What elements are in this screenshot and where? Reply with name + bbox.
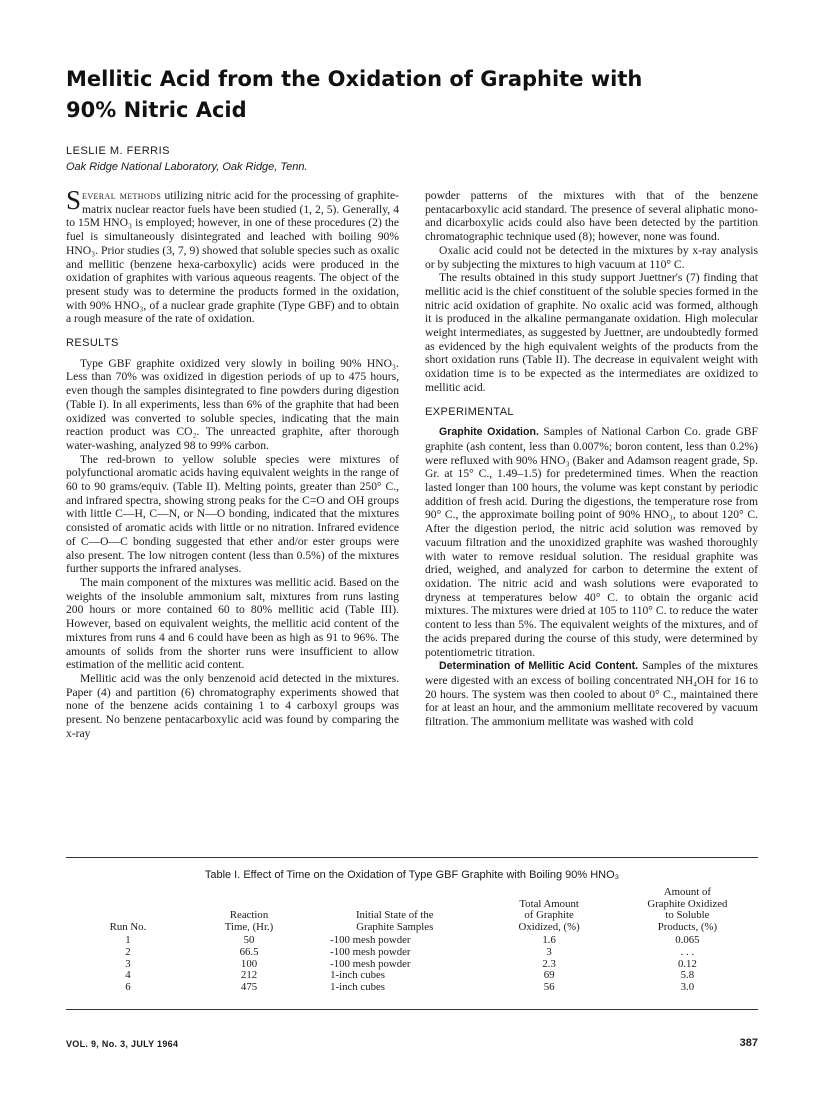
column-header: Run No. <box>109 920 147 933</box>
table-cell: 5.8 <box>680 969 695 982</box>
table-cell: 1 <box>125 934 131 947</box>
graphite-oxidation-text: Samples of National Carbon Co. grade GBF graphite (ash content, less than 0.007%; boron content, less than 0.2%) were refluxed with 90% HNO₃ (Baker and Adamson reagent grade, Sp. Gr. at 15° C., 1.49–1.5) for predetermined times. When the reaction lasted longer than 100 hours, the volume was kept constant by periodic addition of fresh acid. During the digestions, the temperature rose from 90° C., the approximate boiling point of 90% HNO₃, to about 120° C. After the digestion period, the nitric acid solution was removed by vacuum filtration and the unoxidized graphite was washed thoroughly with water to remove residual solution. The residual graphite was dried, weighed, and analyzed for carbon to determine the extent of oxidation. The nitric acid and wash solutions were evaporated to dryness at temperatures below 40° C. to obtain the organic acid mixtures. The mixtures were dried at 105 to 110° C. to reduce the water content to less than 5%. The equivalent weights of the mixtures, and of the acids prepared during the course of this study, were determined by potentiometric titration. <box>425 425 758 659</box>
intro-paragraph <box>66 185 399 326</box>
right-column <box>425 189 758 729</box>
table-cell: 69 <box>543 969 555 982</box>
table-cell: 4 <box>125 969 131 982</box>
table-cell: 0.065 <box>675 934 700 947</box>
table-cell: 3.0 <box>680 980 695 993</box>
graphite-oxidation-runin-head: Graphite Oxidation. <box>439 426 539 439</box>
table-cell: 1-inch cubes <box>330 980 385 993</box>
column-header: Amount of Graphite Oxidized to Soluble Products, (%) <box>647 886 728 933</box>
table-bottom-rule <box>66 1009 758 1010</box>
table-cell: -100 mesh powder <box>330 945 411 958</box>
table-cell: -100 mesh powder <box>330 934 411 947</box>
table-cell: 475 <box>240 980 258 993</box>
continued-paragraph: powder patterns of the mixtures with that of the benzene pentacarboxylic acid standard. The presence of several aliphatic mono- and dicarboxylic acids could also have been detected by the partition chromatographic technique used (8); however, none was found. <box>425 189 758 244</box>
column-header: Initial State of the Graphite Samples <box>355 909 434 933</box>
table-cell: -100 mesh powder <box>330 957 411 970</box>
table-cell: 3 <box>546 945 552 958</box>
experimental-heading: EXPERIMENTAL <box>425 405 514 418</box>
table-cell: 2.3 <box>542 957 556 970</box>
intro-lead-caps: everal methods <box>82 189 162 202</box>
page-number: 387 <box>739 1037 758 1049</box>
table-row <box>66 935 758 947</box>
author-name: LESLIE M. FERRIS <box>66 145 170 157</box>
intro-text: utilizing nitric acid for the processing of graphite-matrix nuclear reactor fuels have been studied (1, 2, 5). Generally, 4 to 15M HNO₃ is employed; however, in one of these procedures (2) the fuel is simultaneously disintegrated and leached with boiling 90% HNO₃. Prior studies (3, 7, 9) showed that soluble species such as oxalic and mellitic (benzene hexa-carboxylic) acids were produced in the oxidation of graphites with various aqueous reagents. The object of the present study was to determine the products formed in the oxidation, with 90% HNO₃, of a nuclear grade graphite (Type GBF) and to obtain a rough measure of the rate of oxidation. <box>66 189 399 326</box>
mellitic-acid-paragraph <box>425 659 758 729</box>
results-paragraph: Type GBF graphite oxidized very slowly in boiling 90% HNO₃. Less than 70% was oxidized in digestion periods of up to 475 hours, even though the samples disintegrated to fine powders during digestion (Table I). In all experiments, less than 6% of the graphite that had been oxidized was converted to soluble species, indicating that the main reaction product was CO₂. The unreacted graphite, after thorough water-washing, analyzed 98 to 99% carbon. <box>66 356 399 452</box>
table-caption: Table I. Effect of Time on the Oxidation of Type GBF Graphite with Boiling 90% HNO₃ <box>204 869 620 881</box>
table-row <box>66 959 758 971</box>
results-paragraph: The red-brown to yellow soluble species were mixtures of polyfunctional aromatic acids having equivalent weights in the range of 60 to 90 grams/equiv. (Table II). Melting points, greater than 250° C., and infrared spectra, showing strong peaks for the C=O and OH groups with little C—H, C—N, or N—O bonding, indicated that the mixtures consisted of aromatic acids with little or no nitration. Infrared evidence of C—O—C bonding suggested that ether and/or ester groups were also present. The low nitrogen content (less than 0.5%) of the mixtures further supports the infrared analyses. <box>66 452 399 576</box>
left-column <box>66 185 399 740</box>
article-title: Mellitic Acid from the Oxidation of Graphite with 90% Nitric Acid <box>66 67 643 122</box>
author-affiliation: Oak Ridge National Laboratory, Oak Ridge, Tenn. <box>66 161 308 173</box>
table-cell: . . . <box>680 945 695 958</box>
drop-cap: S <box>66 185 82 215</box>
table-cell: 3 <box>125 957 131 970</box>
table-cell: 100 <box>240 957 258 970</box>
graphite-oxidation-paragraph <box>425 425 758 659</box>
column-header: Reaction Time, (Hr.) <box>224 909 274 933</box>
table-header-row <box>66 887 758 935</box>
table-row <box>66 947 758 959</box>
table-cell: 2 <box>125 945 131 958</box>
table-cell: 1-inch cubes <box>330 969 385 982</box>
results-heading: RESULTS <box>66 337 119 350</box>
table-cell: 66.5 <box>239 945 259 958</box>
table-row <box>66 982 758 994</box>
results-paragraph: The main component of the mixtures was mellitic acid. Based on the weights of the insoluble ammonium salt, mixtures from runs lasting 200 hours or more contained 60 to 80% mellitic acid (Table III). However, based on equivalent weights, the mellitic acid content of the mixtures from runs 4 and 6 could have been as high as 91 to 96%. The amounts of solids from the shorter runs were insufficient to allow estimation of the mellitic acid content. <box>66 575 399 672</box>
column-header: Total Amount of Graphite Oxidized, (%) <box>518 897 580 933</box>
table-row <box>66 970 758 982</box>
table-cell: 212 <box>240 969 258 982</box>
mellitic-acid-text: Samples of the mixtures were digested with an excess of boiling concentrated NH₄OH for 16 to 20 hours. The system was then cooled to about 0° C., maintained there for at least an hour, and the ammonium mellitate recovered by vacuum filtration. The ammonium mellitate was washed with cold <box>425 659 758 729</box>
discussion-paragraph: Oxalic acid could not be detected in the mixtures by x-ray analysis or by subjecting the mixtures to high vacuum at 110° C. <box>425 243 758 271</box>
table-cell: 56 <box>543 980 555 993</box>
table-cell: 0.12 <box>677 957 697 970</box>
discussion-paragraph: The results obtained in this study support Juettner's (7) finding that mellitic acid is the chief constituent of the soluble species formed in the nitric acid oxidation of graphite. No oxalic acid was formed, although it is produced in the alkaline permanganate oxidation. High molecular weight intermediates, as suggested by Juettner, are undoubtedly formed as evidenced by the high equivalent weights of the products from the short oxidation runs (Table II). The decrease in equivalent weight with oxidation time is to be expected as the intermediates are oxidized to mellitic acid. <box>425 271 758 394</box>
table-cell: 1.6 <box>542 934 556 947</box>
table-top-rule <box>66 857 758 858</box>
results-paragraph: Mellitic acid was the only benzenoid acid detected in the mixtures. Paper (4) and partition (6) chromatography experiments showed that none of the benzene acids containing 1 to 4 carboxyl groups was present. No benzene pentacarboxylic acid was found by comparing the x-ray <box>66 671 399 740</box>
data-table <box>66 887 758 993</box>
journal-issue: VOL. 9, No. 3, JULY 1964 <box>66 1039 179 1049</box>
mellitic-acid-runin-head: Determination of Mellitic Acid Content. <box>439 660 639 673</box>
table-cell: 6 <box>125 980 131 993</box>
table-cell: 50 <box>243 934 255 947</box>
